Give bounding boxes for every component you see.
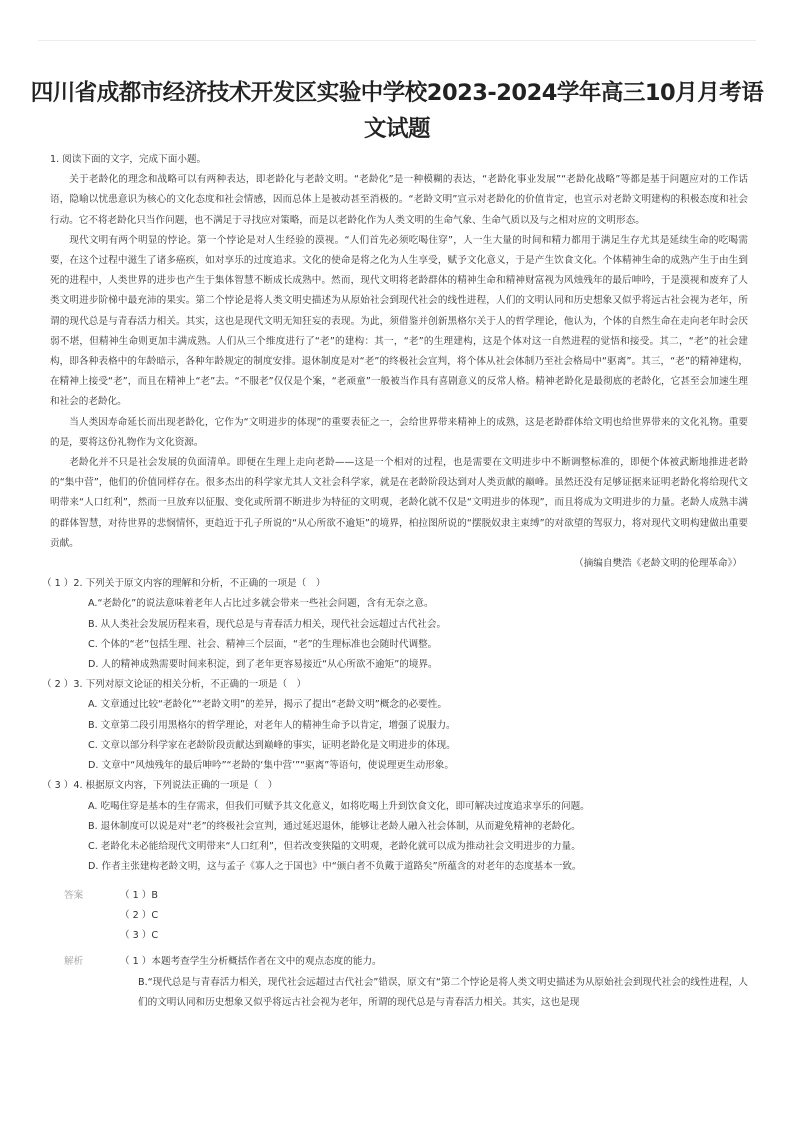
option-b: B. 从人类社会发展历程来看，现代总是与青春活力相关，现代社会远超过古代社会。 <box>88 618 447 630</box>
passage-paragraph: 现代文明有两个明显的悖论。第一个悖论是对人生经验的漠视。“人们首先必须吃喝住穿”，人一生大量的时间和精力都用于满足生存尤其是延续生命的吃喝需要，在这个过程中滋生了诸多癌疾，如对享乐的过度追求。文化的使命是将之化为人生享受，赋予文化意义，于是产生饮食文化。个体精神生命的成熟产生于由生到死的进程中，人类世界的进步也产生于集体智慧不断成长成熟中。然而，现代文明将老龄群体的精神生命和精神财富视为风烛残年的最后呻吟，于是漠视和废弃了人类文明进步阶梯中最充沛的果实。第二个悖论是将人类文明史描述为从原始社会到现代社会的线性进程，人们的文明认同和历史想象又似乎将远古社会视为老年，所谓的现代总是与青春活力相关。其实，这也是现代文明无知狂妄的表现。为此，须借鉴并创新黑格尔关于人的哲学理论，他认为，个体的自然生命在走向老年时会厌弱不堪，但精神生命则更加丰满成熟。人们从三个维度进行了“老”的建构：其一，“老”的生理建构，这是个体对这一自然进程的觉悟和接受。其二，“老”的社会建构，即各种表格中的年龄暗示，各种年龄规定的制度安排。退休制度是对“老”的终极社会宣判，将个体从社会体制乃至社会格局中“驱离”。其三，“老”的精神建构，在精神上接受“老”，而且在精神上“老”去。“不服老”仅仅是个案，“老顽童”一般被当作具有喜剧意义的反常人格。精神老龄化是最彻底的老龄化，它甚至会加速生理和社会的老龄化。 <box>50 234 748 408</box>
question-content <box>42 150 748 1013</box>
page-title: 四川省成都市经济技术开发区实验中学校2023-2024学年高三10月月考语文试题 <box>30 80 764 143</box>
passage-paragraph: 当人类因寿命延长而出现老龄化，它作为“文明进步的体现”的重要表征之一，会给世界带来精神上的成熟，这是老龄群体给文明也给世界带来的文化礼物。重要的是，要将这份礼物作为文化资源。 <box>50 416 748 448</box>
answer-label: 答案 <box>64 890 84 902</box>
option-a: A. 吃喝住穿是基本的生存需求，但我们可赋予其文化意义，如将吃喝上升到饮食文化，即可解决过度追求享乐的问题。 <box>88 800 590 812</box>
analysis-section <box>50 952 748 1013</box>
analysis-intro: （ 1 ）本题考查学生分析概括作者在文中的观点态度的能力。 <box>120 956 382 968</box>
option-d: D. 作者主张建构老龄文明，这与孟子《寡人之于国也》中“颁白者不负戴于道路矣”所蕴含的对老年的态度基本一致。 <box>88 861 582 873</box>
analysis-detail: B.“现代总是与青春活力相关，现代社会远超过古代社会”错误，原文有“第二个悖论是将人类文明史描述为从原始社会到现代社会的线性进程，人们的文明认同和历史想象又似乎将远古社会视为老年，所谓的现代总是与青春活力相关。其实，这也是现 <box>138 976 748 1008</box>
option-d: D. 人的精神成熟需要时间来积淀，到了老年更容易接近“从心所欲不逾矩”的境界。 <box>88 659 438 671</box>
top-divider <box>38 40 756 41</box>
option-c: C. 个体的“老”包括生理、社会、精神三个层面，“老”的生理标准也会随时代调整。 <box>88 638 438 650</box>
sub-question-stem: （ 1 ）2. 下列关于原文内容的理解和分析，不正确的一项是（ ） <box>42 578 326 590</box>
analysis-label: 解析 <box>64 956 84 968</box>
answer-item: （ 2 ）C <box>120 910 159 922</box>
passage-source: （摘编自樊浩《老龄文明的伦理革命》） <box>574 558 742 570</box>
answer-item: （ 1 ）B <box>120 890 158 902</box>
option-d: D. 文章中“风烛残年的最后呻吟”“老龄的‘集中营’”“驱离”等语句，使说理更生动形象。 <box>88 760 454 772</box>
answer-item: （ 3 ）C <box>120 930 159 942</box>
question-header: 1. 阅读下面的文字，完成下面小题。 <box>50 154 207 165</box>
analysis-body <box>102 952 748 1013</box>
option-c: C. 老龄化未必能给现代文明带来“人口红利”，但若改变狭隘的文明观，老龄化就可以成为推动社会文明进步的力量。 <box>88 840 581 852</box>
answer-list <box>102 886 158 946</box>
answer-section <box>50 886 748 946</box>
sub-question-stem: （ 3 ）4. 根据原文内容，下列说法正确的一项是（ ） <box>42 780 278 792</box>
passage-paragraph: 关于老龄化的理念和战略可以有两种表达，即老龄化与老龄文明。“老龄化”是一种模糊的表达，“老龄化事业发展”“老龄化战略”等都是基于问题应对的工作话语，隐喻以忧患意识为核心的文化态度和社会情感，因而总体上是被动甚至消极的。“老龄文明”宣示对老龄化的价值肯定，也宣示对老龄文明建构的积极态度和社会行动。它不将老龄化只当作问题，也不满足于寻找应对策略，而是以老龄化作为人类文明的生命气象、生命气质以及与之相对应的文明形态。 <box>50 174 748 226</box>
option-b: B. 文章第二段引用黑格尔的哲学理论，对老年人的精神生命予以肯定，增强了说服力。 <box>88 719 456 731</box>
option-c: C. 文章以部分科学家在老龄阶段贡献达到巅峰的事实，证明老龄化是文明进步的体现。 <box>88 739 456 751</box>
option-a: A.“老龄化”的说法意味着老年人占比过多就会带来一些社会问题，含有无奈之意。 <box>88 598 434 610</box>
sub-question-stem: （ 2 ）3. 下列对原文论证的相关分析，不正确的一项是（ ） <box>42 679 307 691</box>
option-b: B. 退休制度可以说是对“老”的终极社会宣判，通过延迟退休，能够让老龄人融入社会体制，从而避免精神的老龄化。 <box>88 820 581 832</box>
passage-paragraph: 老龄化并不只是社会发展的负面清单。即便在生理上走向老龄——这是一个相对的过程，也是需要在文明进步中不断调整标准的，即便个体被武断地推进老龄的“集中营”，他们的价值同样存在。很多杰出的科学家尤其人文社会科学家，就是在老龄阶段达到对人类贡献的巅峰。虽然还没有足够证据来证明老龄化将给现代文明带来“人口红利”，然而一旦放弃以征服、变化或所谓不断进步为特征的文明观，老龄化就不仅是“文明进步的体现”，而且将成为文明进步的力量。老龄人成熟丰满的群体智慧，对待世界的悲悯情怀，更趋近于孔子所说的“从心所欲不逾矩”的境界，柏拉图所说的“摆脱奴隶主束缚”的对欲望的驾驭力，将对现代文明构建做出重要贡献。 <box>50 457 748 549</box>
option-a: A. 文章通过比较“老龄化”“老龄文明”的差异，揭示了提出“老龄文明”概念的必要性。 <box>88 699 447 711</box>
